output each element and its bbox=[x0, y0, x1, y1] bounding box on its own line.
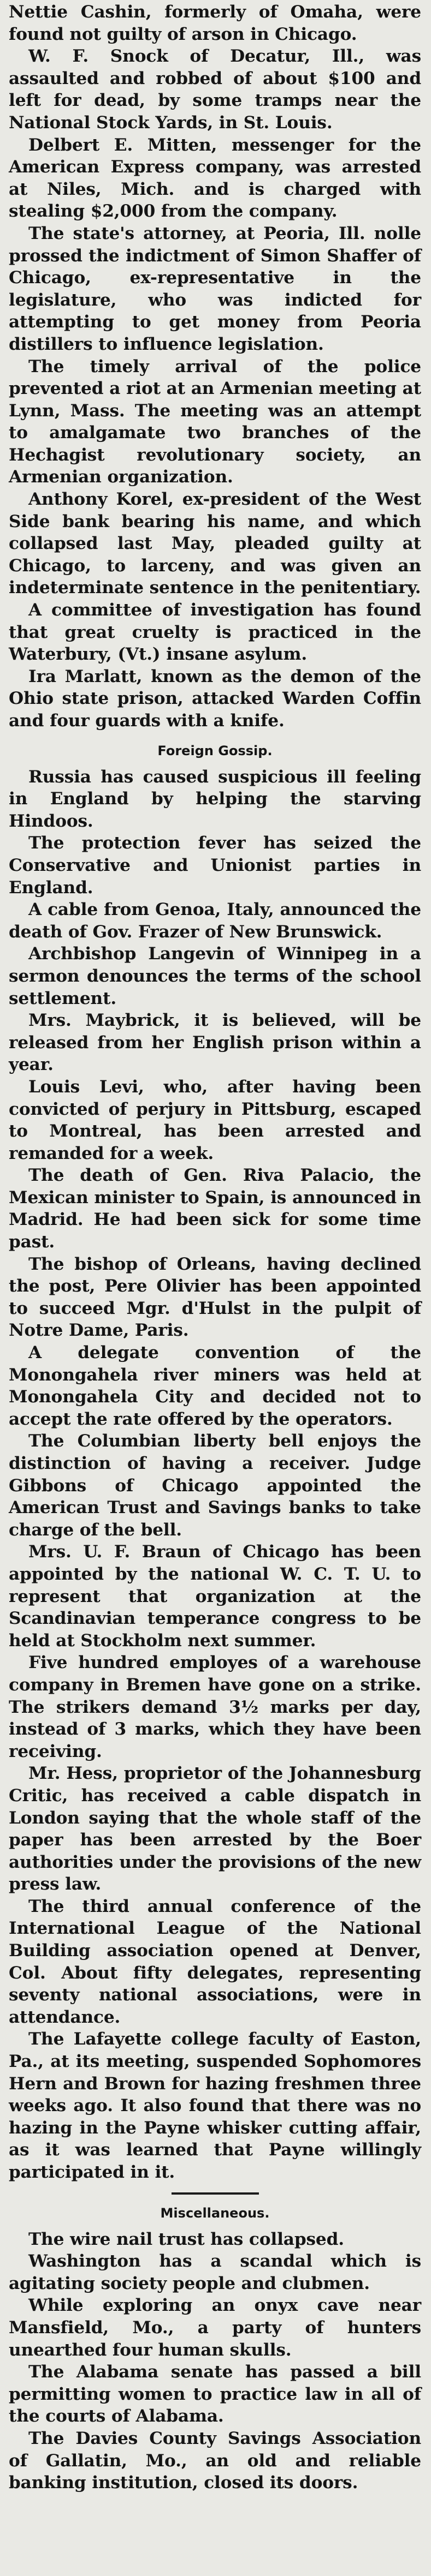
article-paragraph: The wire nail trust has collapsed. bbox=[28, 2229, 344, 2249]
article-paragraph: A committee of investigation has found that great cruelty is practiced in the Waterbury, (Vt.) insane asylum. bbox=[9, 600, 421, 665]
article-paragraph: The timely arrival of the police prevented a riot at an Armenian meeting at Lynn, Mass. The meeting was an attempt to amalgamate two branches of the Hechagist revolutionary society, an Armenian organization. bbox=[9, 356, 421, 487]
article-paragraph: Five hundred employes of a warehouse company in Bremen have gone on a strike. The strikers demand 3½ marks per day, instead of 3 marks, which they have been receiving. bbox=[9, 1653, 421, 1761]
article-paragraph: The bishop of Orleans, having declined the post, Pere Olivier has been appointed to succeed Mgr. d'Hulst in the pulpit of Notre Dame, Paris. bbox=[9, 1254, 421, 1341]
article-paragraph: W. F. Snock of Decatur, Ill., was assaulted and robbed of about $100 and left for dead, by some tramps near the National Stock Yards, in St. Louis. bbox=[9, 46, 421, 133]
article-paragraph: Anthony Korel, ex-president of the West Side bank bearing his name, and which collapsed last May, pleaded guilty at Chicago, to larceny, and was given an indeterminate sentence in the penitentiary. bbox=[9, 489, 421, 598]
section-divider-rule bbox=[172, 2192, 259, 2195]
section-foreign-gossip bbox=[9, 766, 421, 2184]
article-paragraph: The third annual conference of the International League of the National Building association opened at Denver, Col. About fifty delegates, representing seventy national associations, were in attendance. bbox=[9, 1896, 421, 2027]
article-paragraph: Ira Marlatt, known as the demon of the Ohio state prison, attacked Warden Coffin and four guards with a knife. bbox=[9, 666, 421, 731]
article-paragraph: The protection fever has seized the Conservative and Unionist parties in England. bbox=[9, 833, 421, 898]
article-paragraph: Louis Levi, who, after having been convicted of perjury in Pittsburg, escaped to Montreal, has been arrested and remanded for a week. bbox=[9, 1077, 421, 1163]
article-paragraph: Washington has a scandal which is agitating society people and clubmen. bbox=[9, 2251, 421, 2293]
article-paragraph: Mrs. Maybrick, it is believed, will be released from her English prison within a year. bbox=[9, 1011, 421, 1075]
article-paragraph: The Davies County Savings Association of Gallatin, Mo., an old and reliable banking institution, closed its doors. bbox=[9, 2428, 421, 2493]
section-heading-foreign-gossip: Foreign Gossip. bbox=[157, 743, 273, 758]
section-heading-miscellaneous: Miscellaneous. bbox=[160, 2205, 270, 2221]
article-paragraph: Delbert E. Mitten, messenger for the American Express company, was arrested at Niles, Mich. and is charged with stealing $2,000 from the company. bbox=[9, 135, 421, 222]
article-paragraph: A delegate convention of the Monongahela river miners was held at Monongahela City and decided not to accept the rate offered by the operators. bbox=[9, 1343, 421, 1429]
article-paragraph: While exploring an onyx cave near Mansfield, Mo., a party of hunters unearthed four human skulls. bbox=[9, 2296, 421, 2360]
article-paragraph: Nettie Cashin, formerly of Omaha, were found not guilty of arson in Chicago. bbox=[9, 2, 421, 44]
article-paragraph: The death of Gen. Riva Palacio, the Mexican minister to Spain, is announced in Madrid. He had been sick for some time past. bbox=[9, 1166, 421, 1252]
article-paragraph: The Columbian liberty bell enjoys the distinction of having a receiver. Judge Gibbons of Chicago appointed the American Trust and Savings banks to take charge of the bell. bbox=[9, 1431, 421, 1540]
article-paragraph: Russia has caused suspicious ill feeling in England by helping the starving Hindoos. bbox=[9, 767, 421, 831]
article-paragraph: A cable from Genoa, Italy, announced the death of Gov. Frazer of New Brunswick. bbox=[9, 900, 421, 942]
section-miscellaneous bbox=[9, 2228, 421, 2494]
article-paragraph: The Alabama senate has passed a bill permitting women to practice law in all of the courts of Alabama. bbox=[9, 2362, 421, 2426]
article-paragraph: Mrs. U. F. Braun of Chicago has been appointed by the national W. C. T. U. to represent that organization at the Scandinavian temperance congress to be held at Stockholm next summer. bbox=[9, 1542, 421, 1651]
article-paragraph: The state's attorney, at Peoria, Ill. nolle prossed the indictment of Simon Shaffer of Chicago, ex-representative in the legislature, who was indicted for attempting to get money from Peoria distillers to influence legislation. bbox=[9, 223, 421, 354]
article-paragraph: Archbishop Langevin of Winnipeg in a sermon denounces the terms of the school settlement. bbox=[9, 944, 421, 1008]
article-paragraph: Mr. Hess, proprietor of the Johannesburg Critic, has received a cable dispatch in London saying that the whole staff of the paper has been arrested by the Boer authorities under the provisions of the new press law. bbox=[9, 1764, 421, 1894]
section-top bbox=[9, 1, 421, 732]
article-paragraph: The Lafayette college faculty of Easton, Pa., at its meeting, suspended Sophomores Hern and Brown for hazing freshmen three weeks ago. It also found that there was no hazing in the Payne whisker cutting affair, as it was learned that Payne willingly participated in it. bbox=[9, 2029, 421, 2182]
